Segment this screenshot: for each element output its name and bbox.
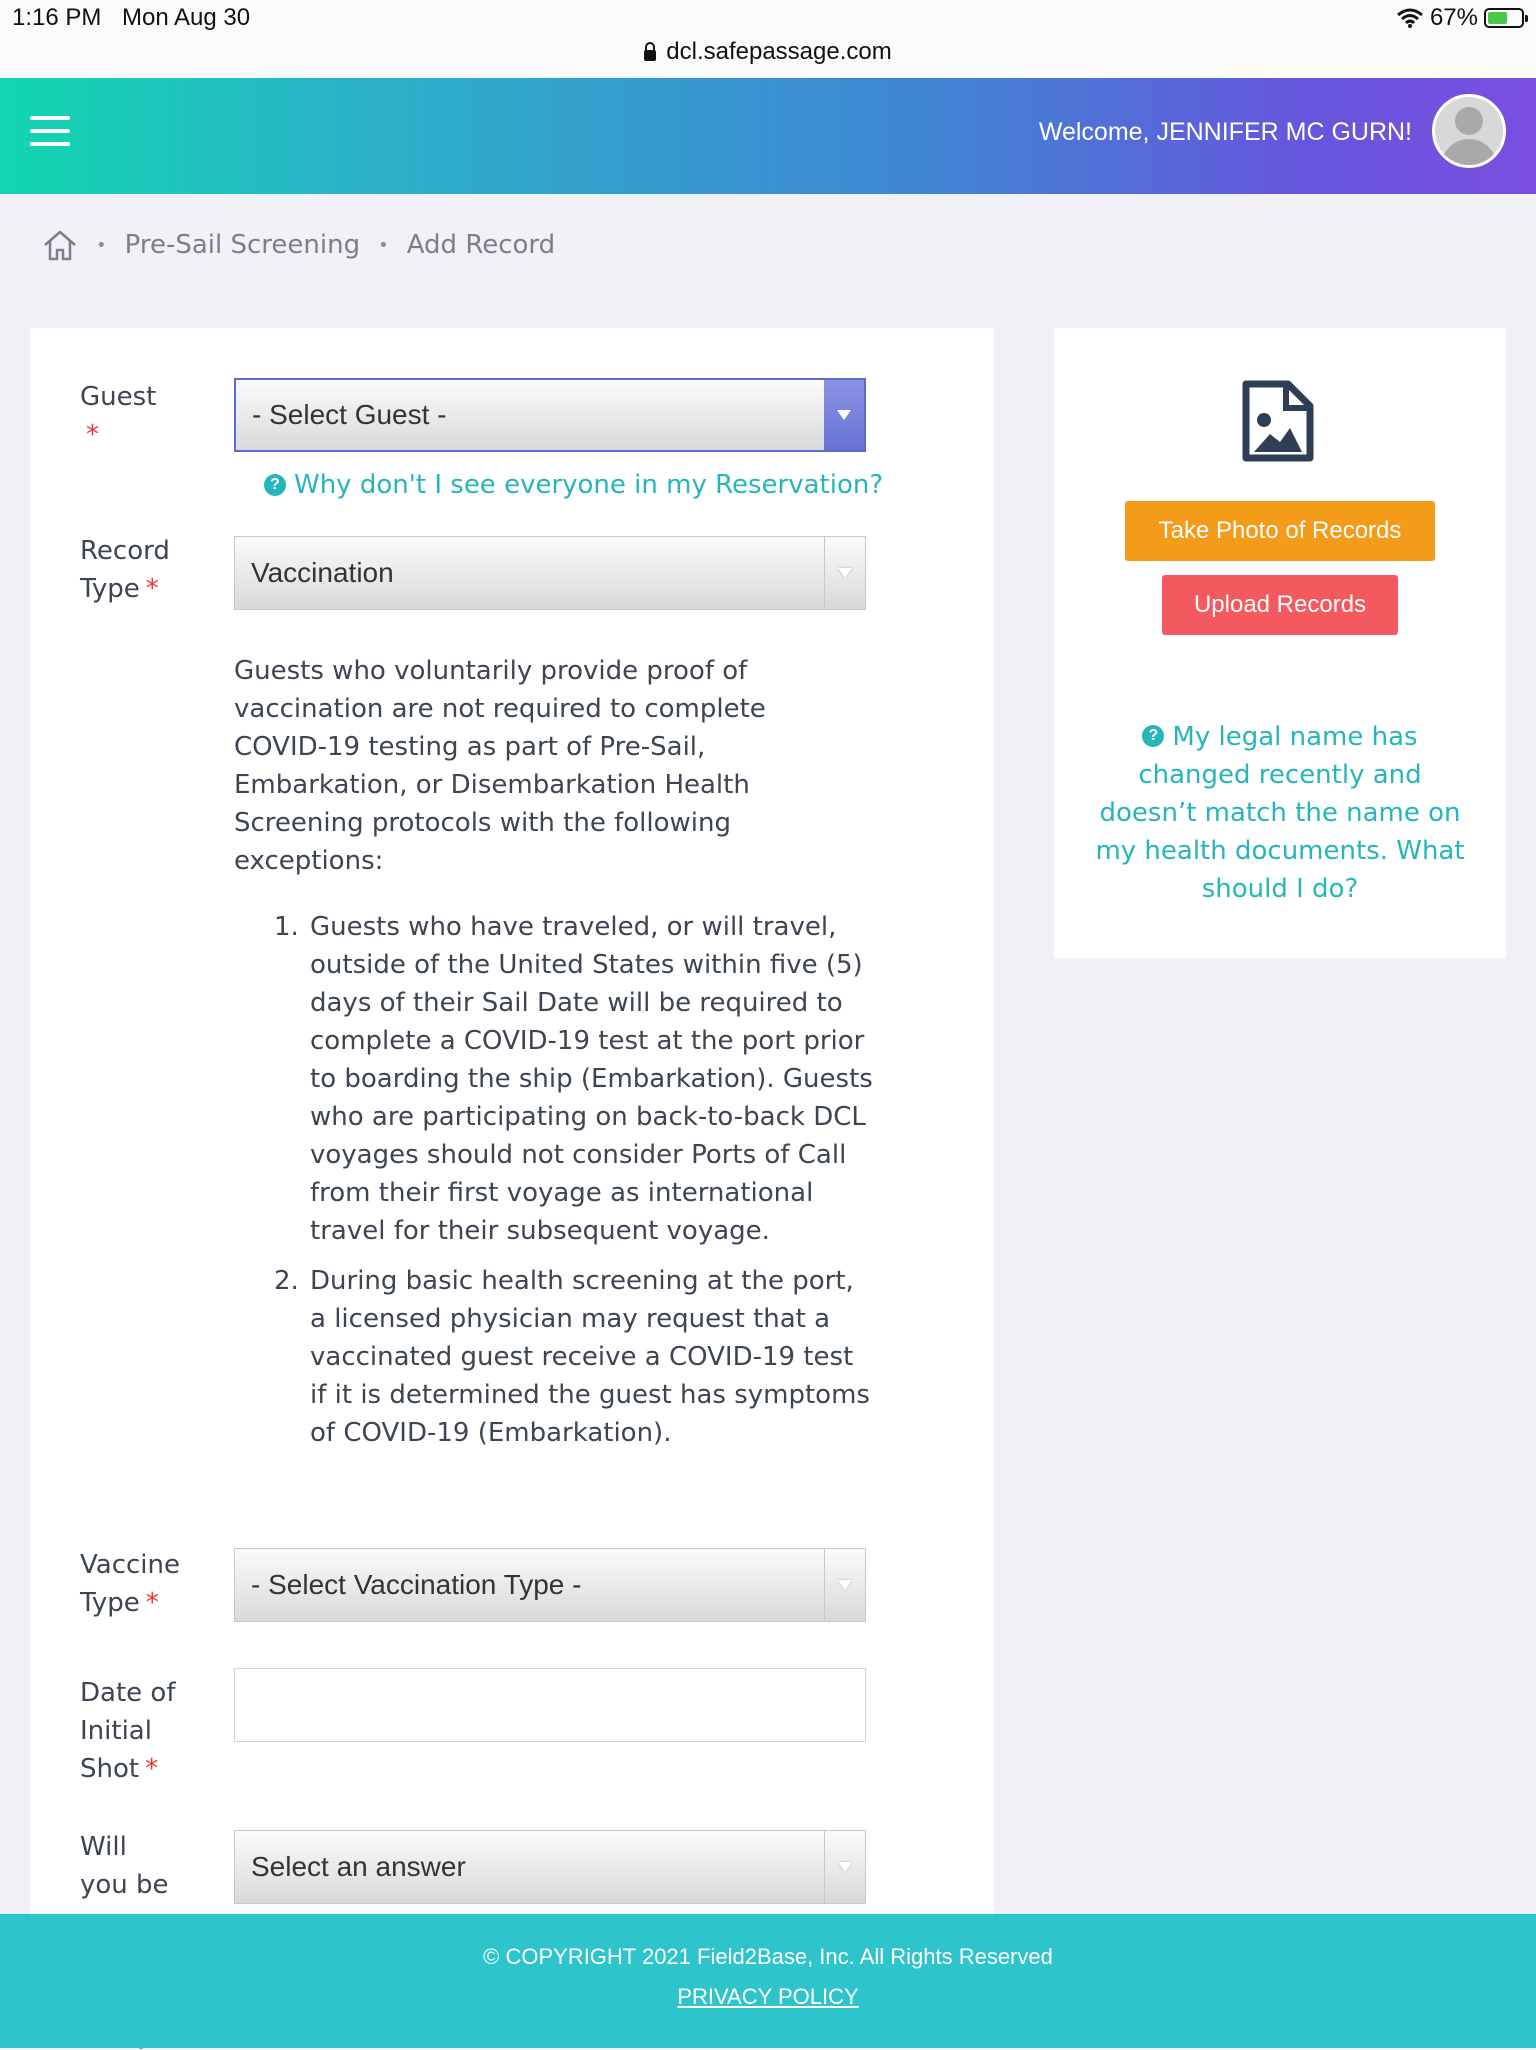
address-bar[interactable] bbox=[0, 38, 1536, 66]
legal-name-help-link[interactable] bbox=[1094, 718, 1466, 908]
question-circle-icon: ? bbox=[264, 474, 286, 496]
chevron-down-icon bbox=[824, 1831, 865, 1903]
url-text: dcl.safepassage.com bbox=[666, 38, 892, 65]
chevron-down-icon bbox=[824, 1549, 865, 1621]
vaccine-type-value: - Select Vaccination Type - bbox=[251, 1569, 582, 1600]
lock-icon bbox=[644, 50, 656, 61]
battery-fill bbox=[1488, 12, 1507, 24]
battery-icon bbox=[1484, 8, 1524, 28]
status-time: 1:16 PM bbox=[12, 4, 102, 31]
will-you-be-label: Will you be bbox=[80, 1832, 169, 1900]
initial-shot-label: Date of Initial Shot * bbox=[80, 1678, 176, 1784]
vaccine-type-label: Vaccine Type * bbox=[80, 1550, 180, 1618]
legal-name-help-text: My legal name has changed recently and doesn’t match the name on my health documents. What should I do? bbox=[1095, 722, 1465, 904]
reservation-help-link[interactable] bbox=[264, 470, 883, 500]
breadcrumb-add-record: Add Record bbox=[406, 230, 556, 260]
breadcrumb-pre-sail[interactable]: Pre-Sail Screening bbox=[124, 230, 361, 260]
guest-select[interactable] bbox=[234, 378, 866, 452]
exceptions-list bbox=[274, 908, 874, 1452]
will-you-be-select[interactable] bbox=[234, 1830, 866, 1904]
record-type-label: Record Type * bbox=[80, 536, 170, 604]
take-photo-button[interactable]: Take Photo of Records bbox=[1125, 501, 1435, 561]
guest-label: Guest * bbox=[80, 382, 157, 450]
user-avatar-icon[interactable] bbox=[1432, 94, 1506, 168]
home-icon[interactable] bbox=[42, 228, 78, 262]
chevron-down-icon bbox=[824, 380, 864, 450]
upload-records-button[interactable]: Upload Records bbox=[1162, 575, 1398, 635]
record-type-value: Vaccination bbox=[251, 557, 394, 588]
wifi-icon bbox=[1396, 8, 1424, 28]
status-indicators bbox=[1396, 4, 1524, 32]
status-date: Mon Aug 30 bbox=[122, 4, 251, 31]
records-upload-card bbox=[1054, 328, 1506, 958]
vaccination-description: Guests who voluntarily provide proof of vaccination are not required to complete COVID-19 testing as part of Pre-Sail, Embarkation, or Disembarkation Health Screening protocols with the following exceptions: bbox=[234, 656, 766, 876]
footer bbox=[0, 1914, 1536, 2048]
initial-shot-date-input[interactable] bbox=[234, 1668, 866, 1742]
chevron-down-icon bbox=[824, 537, 865, 609]
record-type-select[interactable] bbox=[234, 536, 866, 610]
vaccine-type-select[interactable] bbox=[234, 1548, 866, 1622]
will-you-be-value: Select an answer bbox=[251, 1851, 466, 1882]
copyright-text: © COPYRIGHT 2021 Field2Base, Inc. All Rights Reserved bbox=[483, 1944, 1053, 1969]
image-file-icon bbox=[1242, 380, 1314, 462]
record-form-card bbox=[30, 328, 994, 2048]
welcome-text: Welcome, JENNIFER MC GURN! bbox=[1038, 118, 1412, 146]
battery-percent: 67% bbox=[1429, 4, 1478, 31]
question-circle-icon: ? bbox=[1142, 725, 1164, 747]
hamburger-icon[interactable] bbox=[30, 116, 70, 146]
reservation-help-text: Why don't I see everyone in my Reservation? bbox=[294, 470, 884, 500]
breadcrumb bbox=[42, 228, 555, 262]
guest-select-value: - Select Guest - bbox=[252, 399, 447, 430]
status-bar bbox=[0, 0, 1536, 78]
breadcrumb-separator: • bbox=[96, 234, 107, 256]
top-header bbox=[0, 78, 1536, 194]
breadcrumb-separator: • bbox=[378, 234, 389, 256]
list-item: 2. During basic health screening at the port, a licensed physician may request that a vaccinated guest receive a COVID-19 test if it is determined the guest has symptoms of COVID-19 (Embarkation). bbox=[274, 1266, 870, 1448]
privacy-policy-link[interactable]: PRIVACY POLICY bbox=[677, 1984, 859, 2009]
list-item: 1. Guests who have traveled, or will travel, outside of the United States within five (5) days of their Sail Date will be required to complete a COVID-19 test at the port prior to boarding the ship (Embarkation). Guests who are participating on back-to-back DCL voyages should not consider Ports of Call from their first voyage as international travel for their subsequent voyage. bbox=[274, 912, 873, 1246]
